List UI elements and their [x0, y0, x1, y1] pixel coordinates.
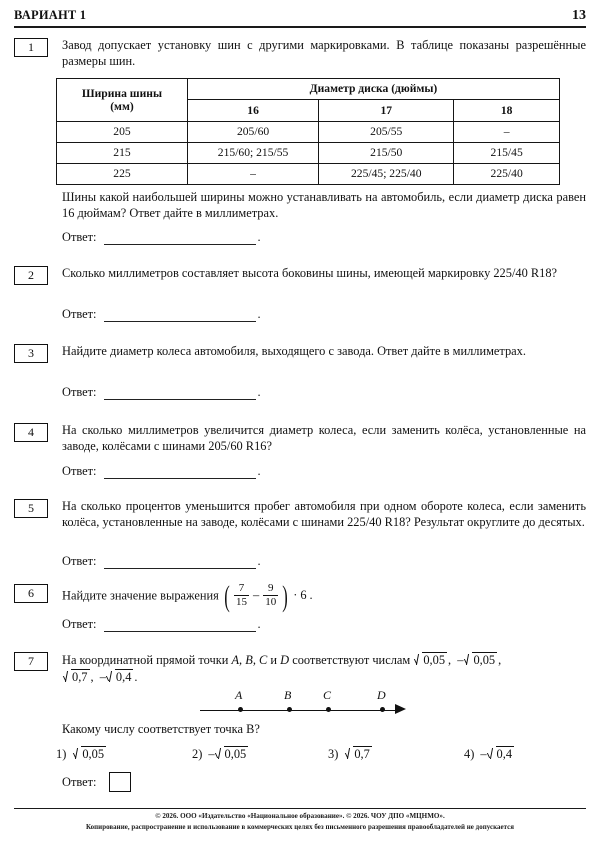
expression-period: . [309, 587, 313, 602]
task-7-text-part-2: соответствуют числам [292, 653, 411, 667]
number-line-point-c [326, 707, 331, 712]
running-head [14, 8, 586, 24]
task-number-badge-5: 5 [14, 499, 48, 518]
answer-input-line[interactable] [104, 620, 256, 632]
task-3-answer-row [62, 385, 600, 400]
comma-2: , [498, 653, 502, 667]
number-line-label-c: C [323, 688, 332, 702]
option-4[interactable] [464, 746, 515, 762]
table-row [57, 143, 560, 164]
task-number-badge-2: 2 [14, 266, 48, 285]
task-4-answer-row [62, 464, 600, 479]
tyre-sizes-table [56, 78, 560, 185]
number-line-axis [200, 710, 397, 711]
answer-period: . [257, 554, 261, 568]
table-row [57, 122, 560, 143]
task-7-text-part-1: На координатной прямой точки [62, 653, 229, 667]
minus-operator: – [252, 587, 260, 602]
fraction-two [263, 583, 278, 608]
footer-copyright: © 2026. ООО «Издательство «Национальное образование». © 2026. ЧОУ ДПО «МЦНМО». [155, 812, 445, 820]
table-cell: – [187, 164, 318, 185]
number-line-label-a: A [235, 688, 243, 702]
table-cell: 205/60 [187, 122, 318, 143]
table-header-width [57, 79, 188, 122]
task-6-statement [62, 579, 586, 613]
task-1-statement: Завод допускает установку шин с другими маркировками. В таблице показаны разрешённые размеры шин. [62, 38, 586, 68]
table-row [57, 164, 560, 185]
task-5-statement: На сколько процентов уменьшится пробег автомобиля при одном обороте колеса, если заменить колёса, установленные на заводе, колёсами с шинами 225/40 R18? Результат округлите до десятых. [62, 499, 586, 529]
page-number: 13 [572, 8, 586, 23]
variant-label: ВАРИАНТ 1 [14, 8, 87, 22]
answer-period: . [257, 385, 261, 399]
option-2-index: 2) [192, 746, 203, 761]
radical-value-1: 0,05 [414, 652, 447, 669]
period-values: . [134, 669, 138, 684]
task-7-conjunction: и [270, 653, 278, 667]
table-header-width-line2: (мм) [110, 100, 134, 113]
option-3-index: 3) [328, 746, 339, 761]
answer-label: Ответ: [62, 230, 97, 244]
answer-label: Ответ: [62, 554, 97, 568]
table-cell: 225/45; 225/40 [319, 164, 454, 185]
task-1-answer-row [62, 230, 600, 245]
footer-divider [14, 808, 586, 809]
number-line-point-b [287, 707, 292, 712]
task-1-question-block [14, 190, 586, 221]
radical-value-4: 0,4 [107, 669, 134, 686]
answer-label: Ответ: [62, 307, 97, 321]
radical-value-3: 0,7 [63, 669, 90, 686]
answer-period: . [257, 617, 261, 631]
task-7 [14, 652, 586, 685]
answer-choice-box[interactable] [109, 772, 131, 792]
answer-input-line[interactable] [104, 310, 256, 322]
option-4-radical: 0,4 [488, 746, 515, 762]
option-2-minus: – [208, 746, 215, 761]
task-4 [14, 423, 586, 454]
option-3-radical: 0,7 [345, 746, 372, 762]
task-number-badge-1: 1 [14, 38, 48, 57]
task-3 [14, 344, 586, 360]
table-header-17: 17 [319, 100, 454, 122]
task-6 [14, 579, 586, 613]
number-line-label-b: B [284, 688, 292, 702]
number-line-point-d [380, 707, 385, 712]
answer-input-line[interactable] [104, 557, 256, 569]
multiplier-value: 6 [300, 587, 307, 602]
option-1-radical: 0,05 [73, 746, 106, 762]
task-7-point-d: D [280, 653, 290, 667]
comma-3: , [90, 669, 94, 684]
task-5-answer-row [62, 554, 600, 569]
task-number-badge-3: 3 [14, 344, 48, 363]
footer [14, 811, 586, 833]
task-7-points-list: A, B, C [231, 653, 268, 667]
task-2-statement: Сколько миллиметров составляет высота боковины шины, имеющей маркировку 225/40 R18? [62, 266, 558, 280]
table-cell: 215/50 [319, 143, 454, 164]
radical-value-2: 0,05 [464, 652, 497, 669]
answer-label: Ответ: [62, 617, 97, 631]
option-3[interactable] [328, 746, 464, 762]
option-1-index: 1) [56, 746, 67, 761]
minus-sign-4: – [99, 669, 106, 684]
answer-label: Ответ: [62, 464, 97, 478]
answer-period: . [257, 307, 261, 321]
number-line-label-d: D [377, 688, 386, 702]
table-cell-width: 215 [57, 143, 188, 164]
task-7-question: Какому числу соответствует точка B? [62, 722, 260, 736]
table-cell: 215/60; 215/55 [187, 143, 318, 164]
fraction-one [234, 583, 249, 608]
answer-period: . [257, 464, 261, 478]
task-number-badge-6: 6 [14, 584, 48, 603]
answer-options [56, 746, 566, 762]
task-number-badge-4: 4 [14, 423, 48, 442]
table-header-width-line1: Ширина шины [81, 86, 163, 100]
option-2[interactable] [192, 746, 328, 762]
task-2 [14, 266, 586, 282]
table-cell-width: 205 [57, 122, 188, 143]
multiplication-sign: · [293, 587, 298, 602]
fraction-one-denominator: 15 [235, 596, 247, 608]
task-2-answer-row [62, 307, 600, 322]
task-6-text: Найдите значение выражения [62, 588, 219, 603]
fraction-two-denominator: 10 [265, 596, 277, 608]
task-6-answer-row [62, 617, 600, 632]
answer-label: Ответ: [62, 385, 97, 399]
comma-1: , [448, 653, 452, 667]
fraction-one-numerator: 7 [238, 582, 245, 594]
task-7-question-block [14, 722, 586, 738]
task-7-answer-row [62, 772, 600, 792]
table-header-diameter-group: Диаметр диска (дюймы) [187, 79, 559, 100]
answer-input-line[interactable] [104, 233, 256, 245]
task-1 [14, 38, 586, 69]
fraction-two-numerator: 9 [267, 582, 274, 594]
task-4-statement: На сколько миллиметров увеличится диаметр колеса, если заменить колёса, установленные на заводе, колёсами с шинами 205/60 R16? [62, 423, 586, 453]
number-line-point-a [238, 707, 243, 712]
number-line-arrow-icon [395, 704, 406, 714]
table-header-16: 16 [187, 100, 318, 122]
coordinate-number-line [200, 688, 415, 722]
option-4-index: 4) [464, 746, 475, 761]
task-7-statement [62, 652, 586, 685]
minus-sign-2: – [457, 653, 464, 667]
task-6-expression: ( $\frac{7}{15}$ – $\frac{9}{10}$ ) · 6 . [224, 579, 313, 613]
answer-input-line[interactable] [104, 467, 256, 479]
answer-period: . [257, 230, 261, 244]
task-3-statement: Найдите диаметр колеса автомобиля, выходящего с завода. Ответ дайте в миллиметрах. [62, 344, 526, 358]
answer-input-line[interactable] [104, 388, 256, 400]
table-cell: 205/55 [319, 122, 454, 143]
task-5 [14, 499, 586, 530]
table-cell: – [454, 122, 560, 143]
option-1[interactable] [56, 746, 192, 762]
footer-notice: Копирование, распространение и использование в коммерческих целях без письменного разрешения правообладателей не допускается [85, 824, 515, 831]
table-cell-width: 225 [57, 164, 188, 185]
option-4-minus: – [480, 746, 487, 761]
answer-label: Ответ: [62, 774, 97, 789]
task-1-question: Шины какой наибольшей ширины можно устанавливать на автомобиль, если диаметр диска равен 16 дюймам? Ответ дайте в миллиметрах. [62, 190, 586, 220]
table-header-18: 18 [454, 100, 560, 122]
table-cell: 215/45 [454, 143, 560, 164]
option-2-radical: 0,05 [216, 746, 249, 762]
table-cell: 225/40 [454, 164, 560, 185]
header-divider [14, 26, 586, 28]
task-number-badge-7: 7 [14, 652, 48, 671]
